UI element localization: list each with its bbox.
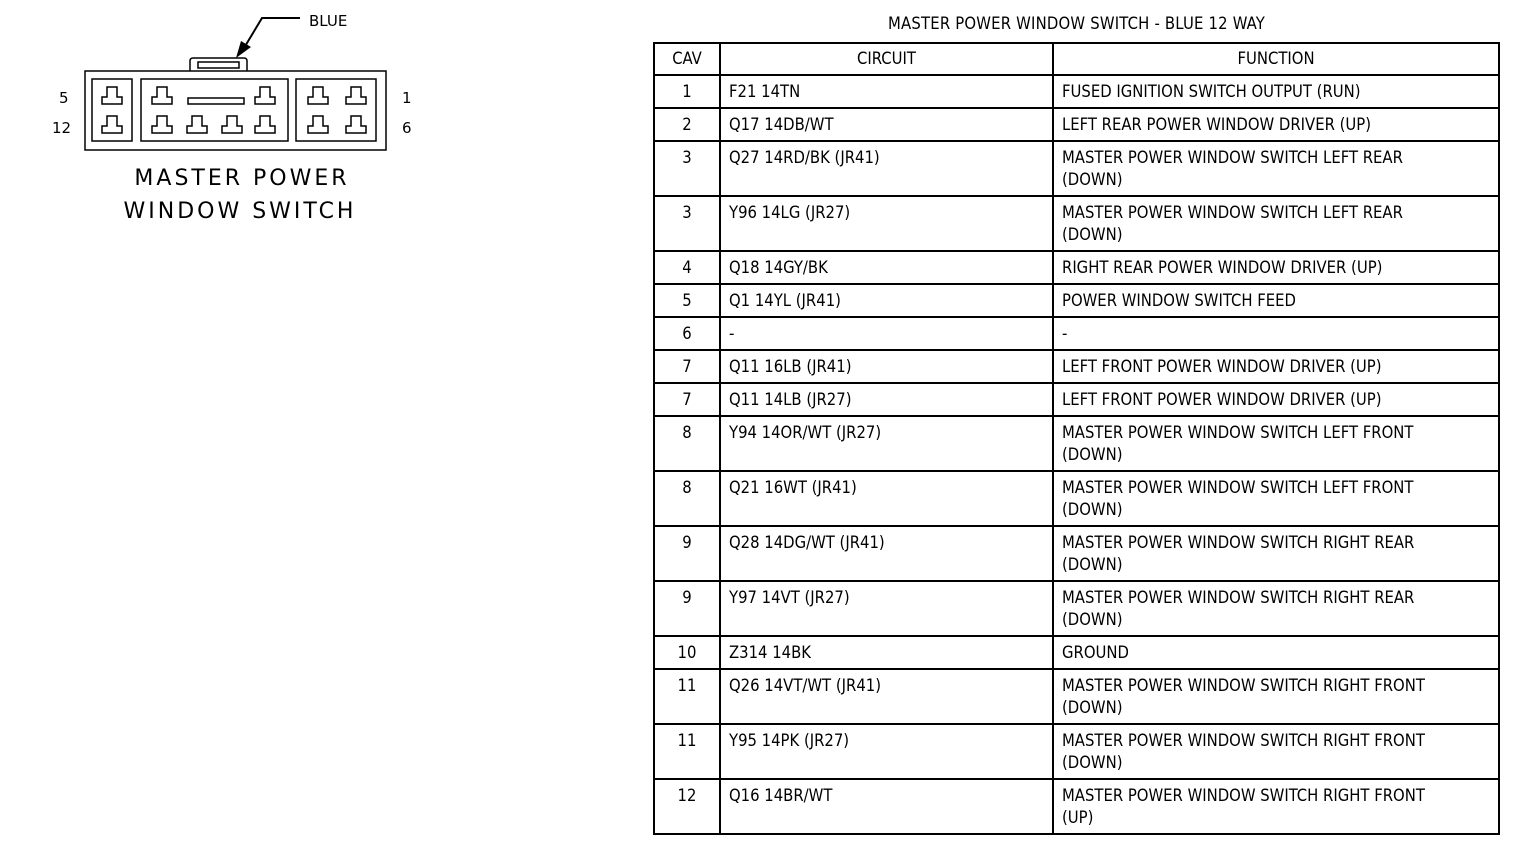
function-line: (DOWN) bbox=[1062, 500, 1123, 519]
circuit-cell: Q27 14RD/BK (JR41) bbox=[720, 141, 1053, 196]
function-line: MASTER POWER WINDOW SWITCH LEFT FRONT bbox=[1062, 478, 1414, 497]
function-cell: LEFT FRONT POWER WINDOW DRIVER (UP) bbox=[1053, 350, 1499, 383]
table-row bbox=[654, 581, 1499, 636]
circuit-cell: Q1 14YL (JR41) bbox=[720, 284, 1053, 317]
terminal-cavity bbox=[255, 87, 275, 104]
function-cell: GROUND bbox=[1053, 636, 1499, 669]
arrowhead-icon bbox=[236, 41, 251, 58]
circuit-cell: Z314 14BK bbox=[720, 636, 1053, 669]
function-line: MASTER POWER WINDOW SWITCH LEFT REAR bbox=[1062, 148, 1403, 167]
cav-cell: 11 bbox=[654, 669, 720, 724]
function-cell bbox=[1053, 141, 1499, 196]
terminal-cavity bbox=[308, 87, 328, 104]
table-row bbox=[654, 317, 1499, 350]
terminal-cavity bbox=[222, 116, 242, 133]
circuit-cell: Y96 14LG (JR27) bbox=[720, 196, 1053, 251]
terminal-cavity bbox=[346, 116, 366, 133]
cav-cell: 9 bbox=[654, 581, 720, 636]
function-cell: - bbox=[1053, 317, 1499, 350]
circuit-cell: Q26 14VT/WT (JR41) bbox=[720, 669, 1053, 724]
circuit-cell: Q18 14GY/BK bbox=[720, 251, 1053, 284]
pin-label-6: 6 bbox=[402, 119, 412, 137]
function-cell: LEFT FRONT POWER WINDOW DRIVER (UP) bbox=[1053, 383, 1499, 416]
function-line: (DOWN) bbox=[1062, 445, 1123, 464]
function-cell: FUSED IGNITION SWITCH OUTPUT (RUN) bbox=[1053, 75, 1499, 108]
function-cell: POWER WINDOW SWITCH FEED bbox=[1053, 284, 1499, 317]
table-row bbox=[654, 669, 1499, 724]
function-line: (DOWN) bbox=[1062, 170, 1123, 189]
function-cell bbox=[1053, 581, 1499, 636]
function-cell bbox=[1053, 779, 1499, 834]
cav-cell: 8 bbox=[654, 416, 720, 471]
color-callout-arrow bbox=[244, 18, 300, 48]
function-line: MASTER POWER WINDOW SWITCH RIGHT REAR bbox=[1062, 588, 1415, 607]
cav-cell: 10 bbox=[654, 636, 720, 669]
function-cell bbox=[1053, 196, 1499, 251]
color-callout-label: BLUE bbox=[309, 12, 348, 30]
table-row bbox=[654, 526, 1499, 581]
circuit-cell: Q11 16LB (JR41) bbox=[720, 350, 1053, 383]
function-line: MASTER POWER WINDOW SWITCH RIGHT FRONT bbox=[1062, 731, 1425, 750]
table-row bbox=[654, 350, 1499, 383]
cav-cell: 11 bbox=[654, 724, 720, 779]
table-title: MASTER POWER WINDOW SWITCH - BLUE 12 WAY bbox=[887, 14, 1266, 33]
table-row bbox=[654, 779, 1499, 834]
terminal-cavity bbox=[102, 87, 122, 104]
circuit-cell: - bbox=[720, 317, 1053, 350]
terminal-cavity bbox=[308, 116, 328, 133]
function-line: (DOWN) bbox=[1062, 698, 1123, 717]
cav-cell: 5 bbox=[654, 284, 720, 317]
function-line: (DOWN) bbox=[1062, 225, 1123, 244]
function-cell: LEFT REAR POWER WINDOW DRIVER (UP) bbox=[1053, 108, 1499, 141]
cav-cell: 3 bbox=[654, 196, 720, 251]
cav-cell: 9 bbox=[654, 526, 720, 581]
table-header-row bbox=[654, 43, 1499, 75]
terminal-cavity bbox=[255, 116, 275, 133]
function-line: (DOWN) bbox=[1062, 555, 1123, 574]
function-line: (DOWN) bbox=[1062, 610, 1123, 629]
connector-title-line2: WINDOW SWITCH bbox=[123, 199, 357, 224]
table-row bbox=[654, 108, 1499, 141]
function-line: MASTER POWER WINDOW SWITCH LEFT FRONT bbox=[1062, 423, 1414, 442]
table-row bbox=[654, 724, 1499, 779]
function-cell bbox=[1053, 724, 1499, 779]
pin-label-5: 5 bbox=[59, 89, 69, 107]
function-cell bbox=[1053, 669, 1499, 724]
table-row bbox=[654, 636, 1499, 669]
connector-diagram bbox=[0, 0, 640, 260]
terminal-cavity bbox=[346, 87, 366, 104]
function-line: MASTER POWER WINDOW SWITCH RIGHT FRONT bbox=[1062, 786, 1425, 805]
circuit-cell: Q11 14LB (JR27) bbox=[720, 383, 1053, 416]
pinout-table bbox=[653, 42, 1500, 835]
header-circuit: CIRCUIT bbox=[720, 43, 1053, 75]
connector-housing bbox=[85, 58, 386, 150]
cav-cell: 6 bbox=[654, 317, 720, 350]
table-row bbox=[654, 471, 1499, 526]
terminal-cavity bbox=[152, 116, 172, 133]
function-line: MASTER POWER WINDOW SWITCH RIGHT FRONT bbox=[1062, 676, 1425, 695]
cav-cell: 12 bbox=[654, 779, 720, 834]
terminal-cavity bbox=[152, 87, 172, 104]
cav-cell: 8 bbox=[654, 471, 720, 526]
cav-cell: 1 bbox=[654, 75, 720, 108]
cav-cell: 7 bbox=[654, 383, 720, 416]
function-cell bbox=[1053, 526, 1499, 581]
table-row bbox=[654, 251, 1499, 284]
circuit-cell: F21 14TN bbox=[720, 75, 1053, 108]
cav-cell: 2 bbox=[654, 108, 720, 141]
function-cell bbox=[1053, 471, 1499, 526]
pin-label-12: 12 bbox=[52, 119, 72, 137]
header-function: FUNCTION bbox=[1053, 43, 1499, 75]
table-row bbox=[654, 416, 1499, 471]
table-row bbox=[654, 383, 1499, 416]
table-row bbox=[654, 196, 1499, 251]
cav-cell: 4 bbox=[654, 251, 720, 284]
circuit-cell: Q21 16WT (JR41) bbox=[720, 471, 1053, 526]
terminal-cavity bbox=[102, 116, 122, 133]
table-row bbox=[654, 141, 1499, 196]
function-line: (DOWN) bbox=[1062, 753, 1123, 772]
circuit-cell: Y94 14OR/WT (JR27) bbox=[720, 416, 1053, 471]
terminal-cavity bbox=[187, 116, 207, 133]
function-cell: RIGHT REAR POWER WINDOW DRIVER (UP) bbox=[1053, 251, 1499, 284]
header-cav: CAV bbox=[654, 43, 720, 75]
cav-cell: 7 bbox=[654, 350, 720, 383]
circuit-cell: Q16 14BR/WT bbox=[720, 779, 1053, 834]
function-line: (UP) bbox=[1062, 808, 1094, 827]
circuit-cell: Q17 14DB/WT bbox=[720, 108, 1053, 141]
function-line: MASTER POWER WINDOW SWITCH LEFT REAR bbox=[1062, 203, 1403, 222]
function-cell bbox=[1053, 416, 1499, 471]
pin-label-1: 1 bbox=[402, 89, 412, 107]
connector-title-line1: MASTER POWER bbox=[134, 166, 350, 191]
table-row bbox=[654, 284, 1499, 317]
cav-cell: 3 bbox=[654, 141, 720, 196]
circuit-cell: Q28 14DG/WT (JR41) bbox=[720, 526, 1053, 581]
function-line: MASTER POWER WINDOW SWITCH RIGHT REAR bbox=[1062, 533, 1415, 552]
circuit-cell: Y95 14PK (JR27) bbox=[720, 724, 1053, 779]
table-row bbox=[654, 75, 1499, 108]
circuit-cell: Y97 14VT (JR27) bbox=[720, 581, 1053, 636]
